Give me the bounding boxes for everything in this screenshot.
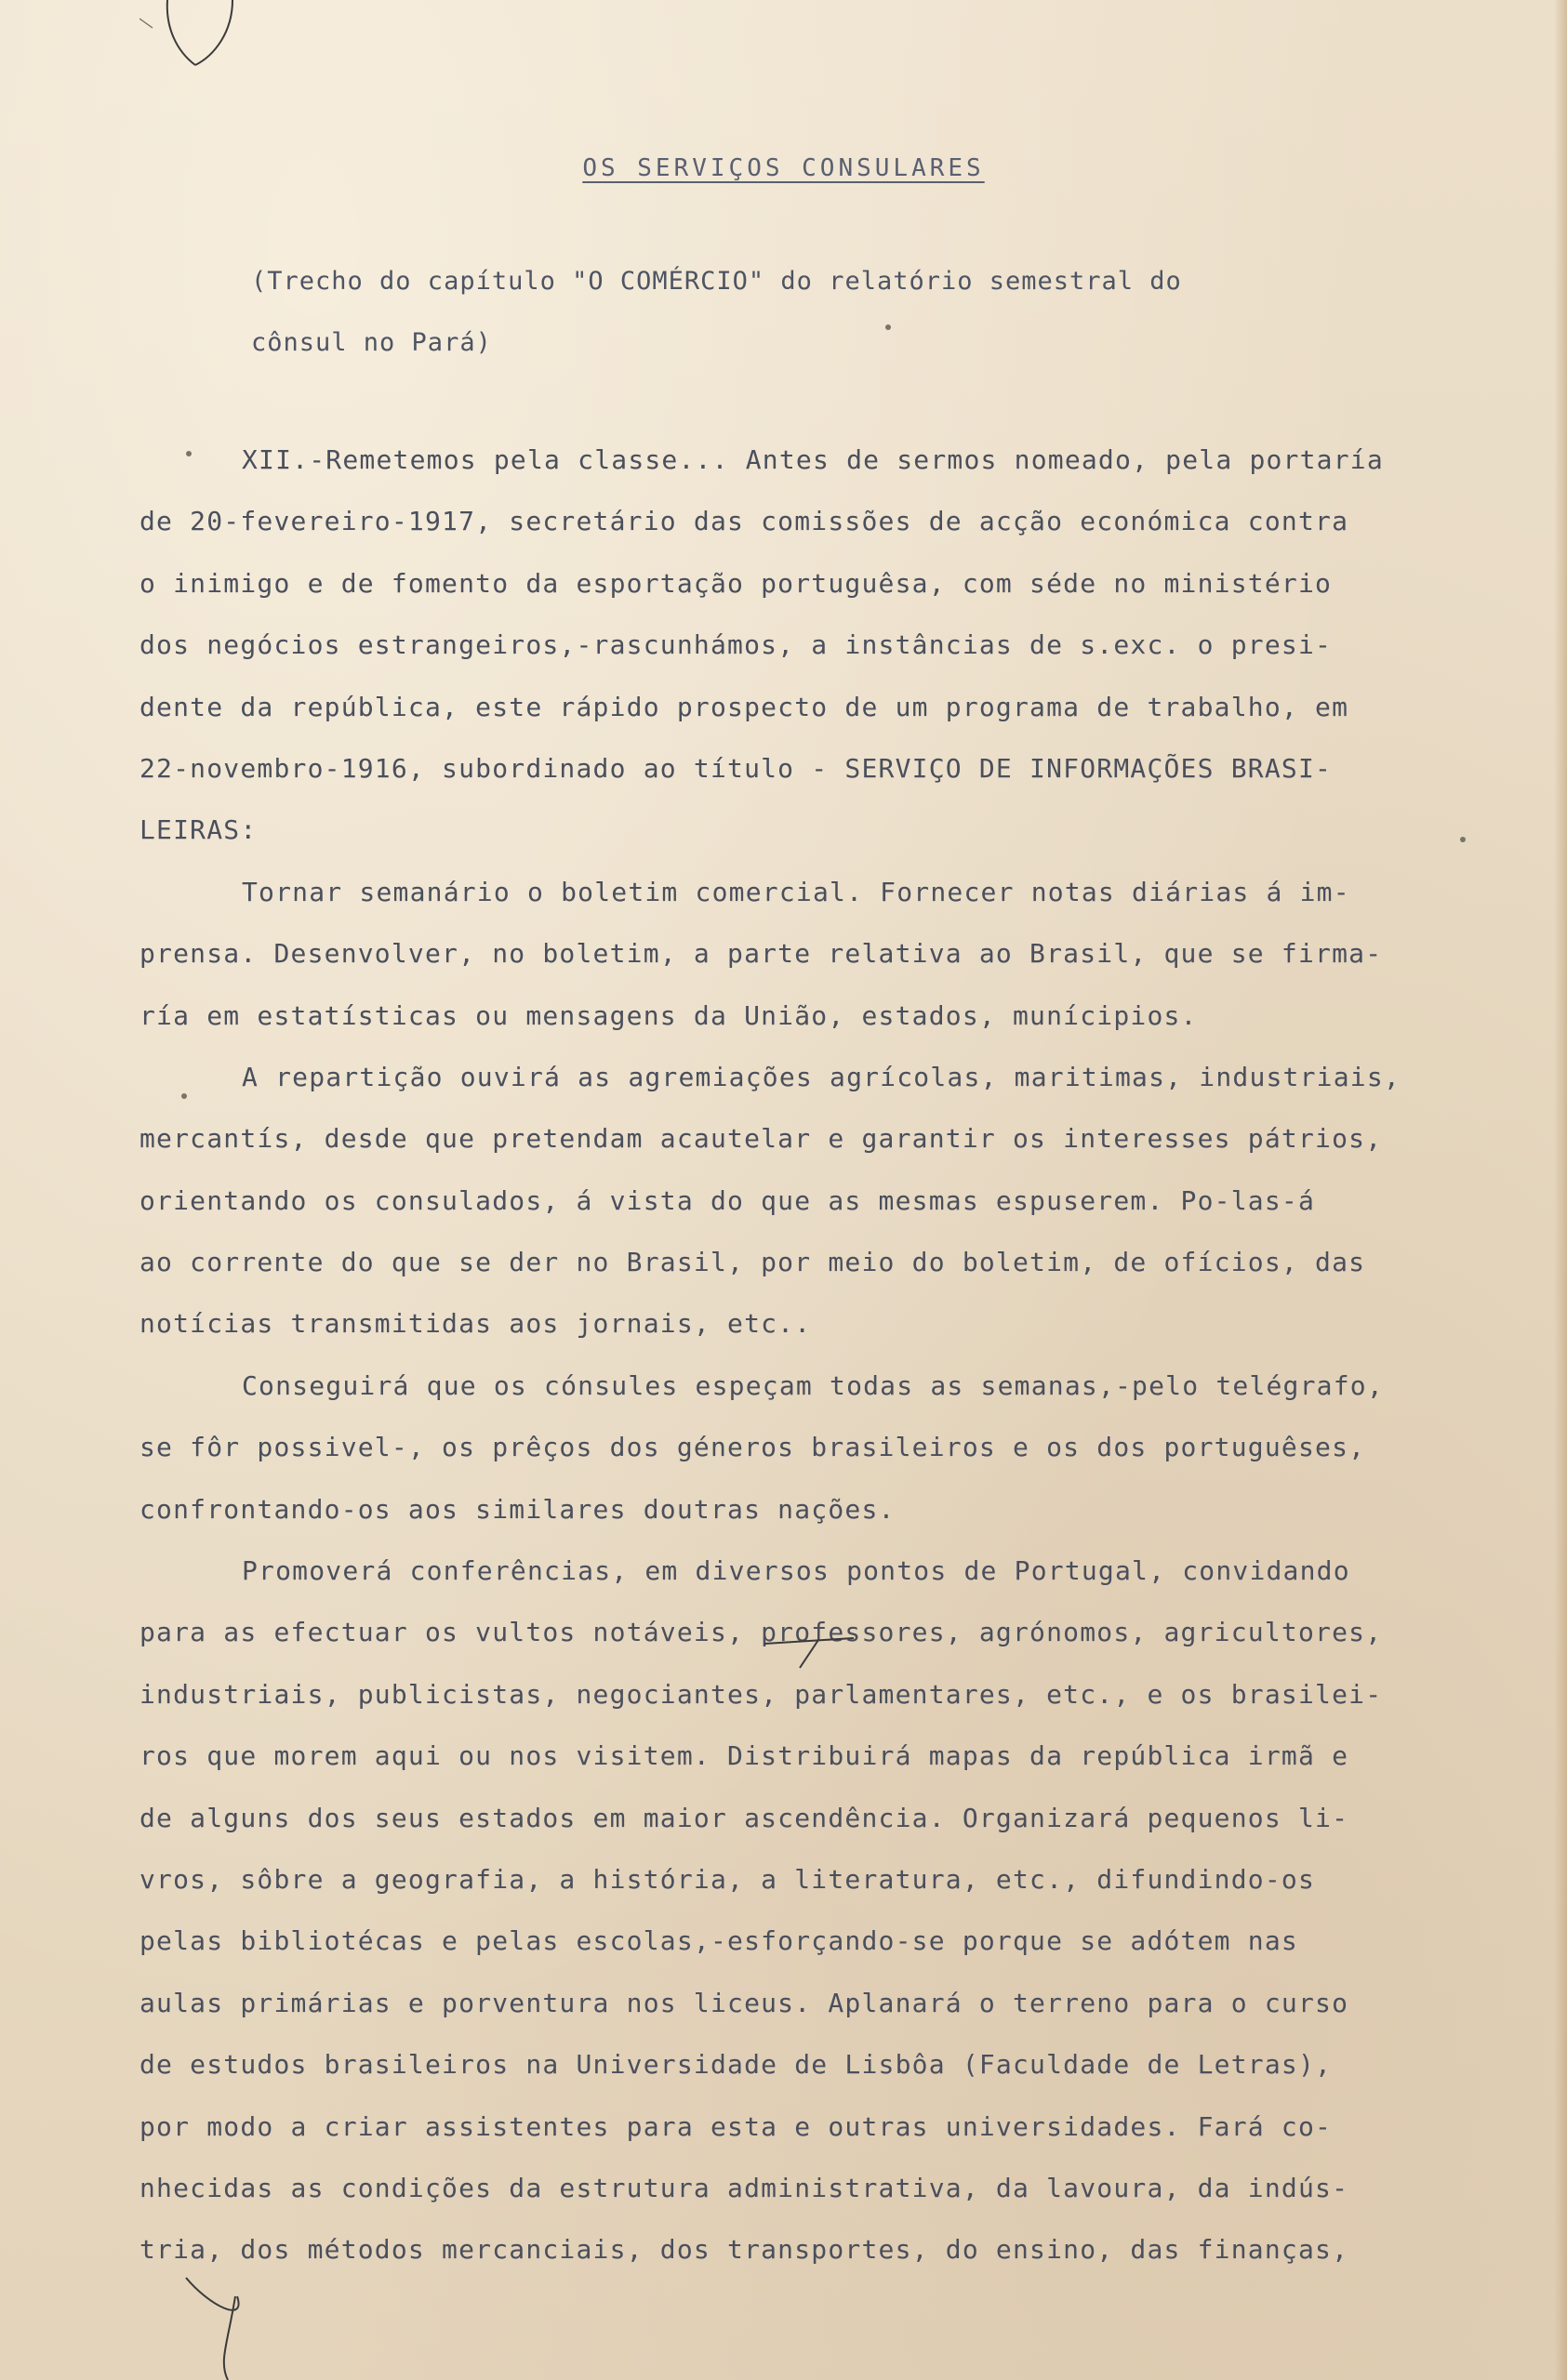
body-line: notícias transmitidas aos jornais, etc.. (139, 1308, 812, 1340)
body-line: Promoverá conferências, em diversos pontos de Portugal, convidando (242, 1555, 1350, 1587)
body-line: por modo a criar assistentes para esta e outras universidades. Fará co- (139, 2110, 1333, 2142)
document-title-text: OS SERVIÇOS CONSULARES (582, 154, 985, 182)
pencil-bracket-mark (139, 0, 270, 84)
body-line: nhecidas as condições da estrutura administrativa, da lavoura, da indús- (139, 2172, 1349, 2203)
body-line: dente da república, este rápido prospecto de um programa de trabalho, em (139, 691, 1349, 722)
body-line: de alguns dos seus estados em maior ascendência. Organizará pequenos li- (139, 1802, 1349, 1833)
body-line: Conseguirá que os cónsules espeçam todas as semanas,-pelo telégrafo, (242, 1369, 1384, 1401)
body-line: Tornar semanário o boletim comercial. Fornecer notas diárias á im- (242, 876, 1350, 907)
body-line: confrontando-os aos similares doutras nações. (139, 1493, 896, 1525)
document-body (139, 430, 1525, 2281)
body-line: orientando os consulados, á vista do que as mesmas espuserem. Po-las-á (139, 1184, 1316, 1216)
body-line: pelas bibliotécas e pelas escolas,-esforçando-se porque se adótem nas (139, 1925, 1298, 1957)
body-line: dos negócios estrangeiros,-rascunhámos, a instâncias de s.exc. o presi- (139, 629, 1333, 661)
body-line: A repartição ouvirá as agremiações agrícolas, maritimas, industriais, (242, 1061, 1401, 1092)
body-line: vros, sôbre a geografia, a história, a literatura, etc., difundindo-os (139, 1863, 1316, 1895)
body-line: mercantís, desde que pretendam acautelar e garantir os interesses pátrios, (139, 1123, 1383, 1155)
pencil-insertion-mark (763, 1636, 865, 1673)
paper-speck (885, 324, 891, 330)
body-line: aulas primárias e porventura nos liceus. Aplanará o terreno para o curso (139, 1987, 1349, 2018)
body-line: 22-novembro-1916, subordinado ao título - SERVIÇO DE INFORMAÇÕES BRASI- (139, 752, 1333, 784)
paper-speck (186, 451, 192, 456)
pencil-margin-mark (181, 2268, 312, 2380)
body-line: tria, dos métodos mercanciais, dos transportes, do ensino, das finanças, (139, 2234, 1349, 2266)
body-line: ros que morem aqui ou nos visitem. Distribuirá mapas da república irmã e (139, 1740, 1349, 1772)
subtitle-line: (Trecho do capítulo "O COMÉRCIO" do relatório semestral do (251, 267, 1182, 296)
body-line: LEIRAS: (139, 814, 258, 846)
paper-speck (181, 1093, 187, 1099)
body-line: de 20-fevereiro-1917, secretário das comissões de acção económica contra (139, 506, 1349, 537)
body-line: para as efectuar os vultos notáveis, professores, agrónomos, agricultores, (139, 1617, 1383, 1648)
body-line: industriais, publicistas, negociantes, parlamentares, etc., e os brasilei- (139, 1678, 1383, 1710)
body-line: o inimigo e de fomento da esportação portuguêsa, com séde no ministério (139, 567, 1333, 599)
body-line: ría em estatísticas ou mensagens da União, estados, munícipios. (139, 999, 1198, 1031)
document-subtitle (251, 251, 1367, 375)
body-line: de estudos brasileiros na Universidade de Lisbôa (Faculdade de Letras), (139, 2049, 1333, 2081)
body-line: ao corrente do que se der no Brasil, por meio do boletim, de ofícios, das (139, 1247, 1366, 1278)
subtitle-line: cônsul no Pará) (251, 328, 492, 358)
body-line: prensa. Desenvolver, no boletim, a parte relativa ao Brasil, que se firma- (139, 938, 1383, 970)
body-line: XII.-Remetemos pela classe... Antes de sermos nomeado, pela portaría (242, 444, 1384, 475)
paper-edge-shadow (1554, 0, 1567, 2380)
document-title (0, 154, 1567, 182)
body-line: se fôr possivel-, os prêços dos géneros brasileiros e os dos portuguêses, (139, 1432, 1366, 1463)
paper-speck (1460, 837, 1466, 842)
